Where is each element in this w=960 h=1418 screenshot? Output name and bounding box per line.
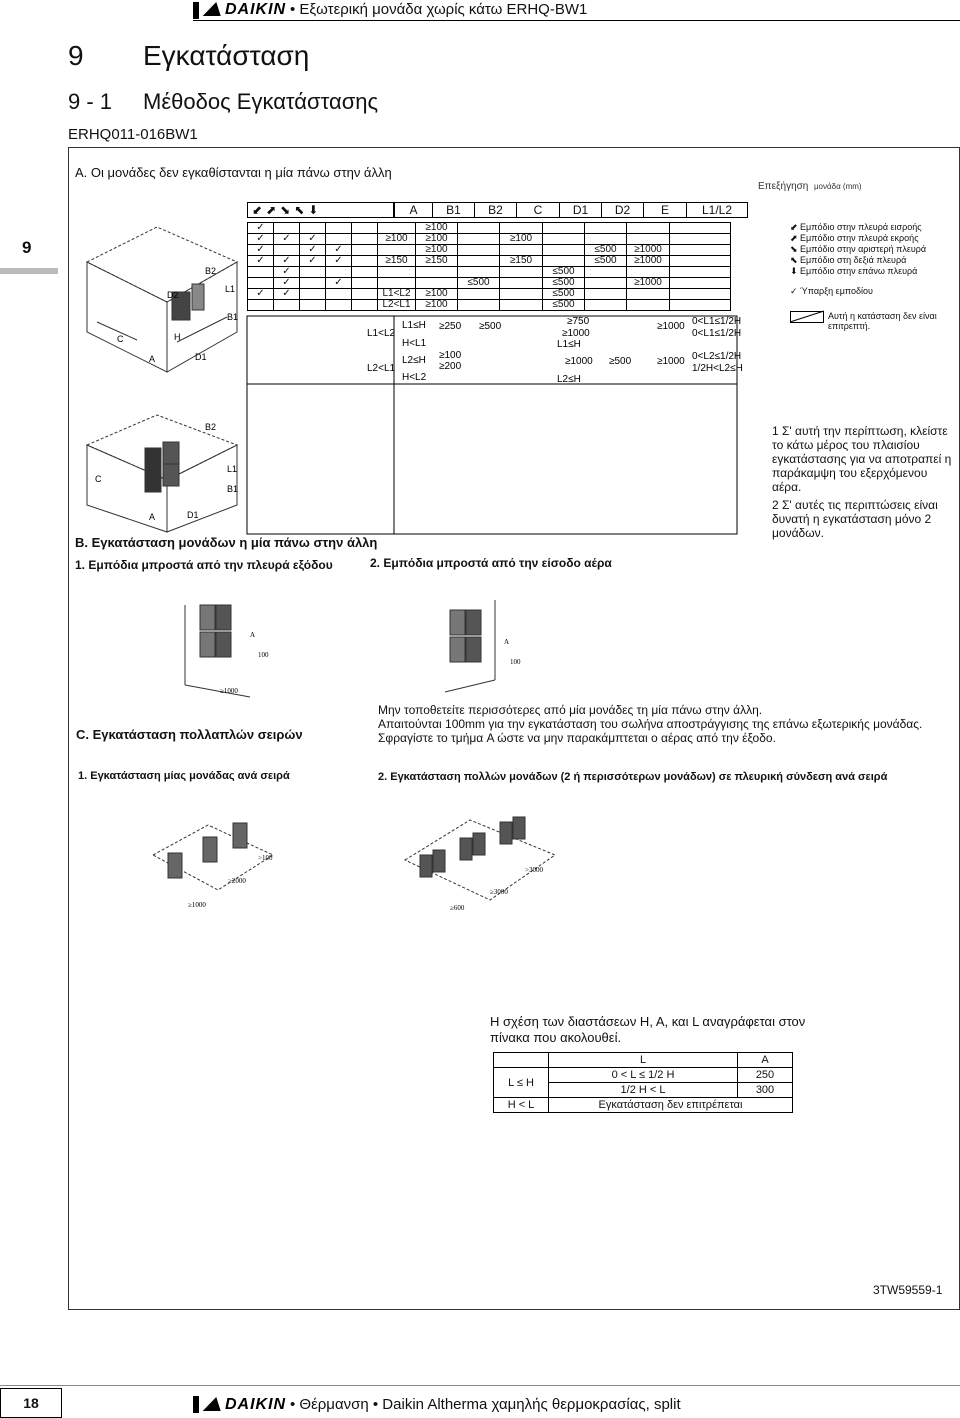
check-cell: ✓ xyxy=(274,234,300,245)
top-arrow-icon: ⬇ xyxy=(308,203,323,217)
grid-row xyxy=(248,234,731,245)
value-cell xyxy=(627,289,670,300)
part-b-note: Απαιτούνται 100mm για την εγκατάσταση του σωλήνα αποστράγγισης της επάνω εξωτερικής μονάδας. xyxy=(378,717,923,731)
dim-label: >100 xyxy=(258,854,273,862)
part-a-title: A. Οι μονάδες δεν εγκαθίστανται η μία πάνω στην άλλη xyxy=(75,165,392,180)
section-title: Εγκατάσταση xyxy=(143,40,310,71)
check-cell xyxy=(300,267,326,278)
value-cell xyxy=(543,245,585,256)
footer-rule xyxy=(0,1385,960,1386)
value-cell xyxy=(378,245,416,256)
part-c-sub1: 1. Εγκατάσταση μίας μονάδας ανά σειρά xyxy=(78,770,290,782)
svg-text:0<L1≤1/2H: 0<L1≤1/2H xyxy=(692,316,742,327)
footer-text-content: Θέρμανση • Daikin Altherma χαμηλής θερμοκρασίας, split xyxy=(299,1396,681,1413)
check-cell: ✓ xyxy=(326,278,352,289)
part-b-sub1: 1. Εμπόδια μπροστά από την πλευρά εξόδου xyxy=(75,558,333,572)
svg-text:B1: B1 xyxy=(227,484,239,494)
value-cell xyxy=(458,267,500,278)
value-cell xyxy=(500,289,543,300)
check-cell xyxy=(300,278,326,289)
check-cell: ✓ xyxy=(300,256,326,267)
svg-text:1/2H<L2≤H: 1/2H<L2≤H xyxy=(692,363,743,374)
legend-check: ✓ Ύπαρξη εμποδίου xyxy=(790,286,873,296)
value-cell xyxy=(416,278,458,289)
subsection-number: 9 - 1 xyxy=(68,89,113,114)
grid-row xyxy=(248,278,731,289)
col-header: B2 xyxy=(475,203,517,218)
value-cell xyxy=(670,256,731,267)
legend-not-allowed-text: Αυτή η κατάσταση δεν είναι επιτρεπτή. xyxy=(828,311,937,331)
check-cell: ✓ xyxy=(300,234,326,245)
col-header: B1 xyxy=(433,203,475,218)
value-cell xyxy=(585,278,627,289)
svg-text:D1: D1 xyxy=(187,510,199,520)
value-cell xyxy=(500,278,543,289)
part-b-title: B. Εγκατάσταση μονάδων η μία πάνω στην άλλη xyxy=(75,535,378,550)
hatch-icon xyxy=(790,311,824,323)
check-cell xyxy=(352,289,378,300)
legend-check-text: Ύπαρξη εμποδίου xyxy=(800,286,873,296)
legend-item-text: Εμπόδιο στην πλευρά εισροής xyxy=(800,222,922,232)
check-cell xyxy=(300,223,326,234)
check-cell xyxy=(300,289,326,300)
legend-item-text: Εμπόδιο στην πλευρά εκροής xyxy=(800,233,919,243)
section-tab-number: 9 xyxy=(22,238,32,257)
footer-text: • Θέρμανση • Daikin Altherma χαμηλής θερμοκρασίας, split xyxy=(290,1396,681,1413)
header-brand: DAIKIN xyxy=(225,1,287,18)
check-cell xyxy=(326,223,352,234)
diagram-double-unit xyxy=(77,410,247,535)
subsection-title: Μέθοδος Εγκατάστασης xyxy=(143,89,379,114)
value-cell xyxy=(543,223,585,234)
diagram-stacked-inlet xyxy=(440,600,540,695)
grid-header xyxy=(394,202,748,218)
check-cell: ✓ xyxy=(274,278,300,289)
left-arrow-icon: ⬊ xyxy=(280,203,295,217)
col-header: E xyxy=(644,203,687,218)
model-label: ERHQ011-016BW1 xyxy=(68,126,198,143)
svg-text:0<L2≤1/2H: 0<L2≤1/2H xyxy=(692,351,742,362)
value-cell: L1<L2 xyxy=(378,289,416,300)
value-cell: ≥150 xyxy=(416,256,458,267)
section-tab-bar xyxy=(0,268,58,274)
legend xyxy=(790,222,940,331)
grid-lower-svg xyxy=(247,316,743,536)
value-cell: ≥100 xyxy=(416,245,458,256)
svg-text:B2: B2 xyxy=(205,266,217,276)
check-cell: ✓ xyxy=(326,256,352,267)
value-cell xyxy=(627,234,670,245)
part-b-note: Μην τοποθετείτε περισσότερες από μία μονάδες τη μία πάνω στην άλλη. xyxy=(378,703,763,717)
inflow-arrow-icon: ⬋ xyxy=(252,203,267,217)
check-cell: ✓ xyxy=(248,245,274,256)
legend-item: ⬈ Εμπόδιο στην πλευρά εκροής xyxy=(790,233,919,243)
value-cell: ≤500 xyxy=(543,267,585,278)
check-cell xyxy=(326,234,352,245)
relation-text: Η σχέση των διαστάσεων H, A, και L αναγράφεται στον πίνακα που ακολουθεί. xyxy=(490,1014,806,1045)
svg-text:L2<L1: L2<L1 xyxy=(367,363,396,374)
check-cell xyxy=(352,300,378,311)
value-cell: ≥1000 xyxy=(627,245,670,256)
col-header: D2 xyxy=(602,203,644,218)
value-cell: ≥100 xyxy=(416,223,458,234)
dim-label: ≥1000 xyxy=(220,687,238,695)
part-b-sub2: 2. Εμπόδια μπροστά από την είσοδο αέρα xyxy=(370,556,612,570)
grid-row xyxy=(248,245,731,256)
header-bar xyxy=(193,2,199,19)
grid-row xyxy=(248,289,731,300)
legend-item: ⬇ Εμπόδιο στην επάνω πλευρά xyxy=(790,266,918,276)
svg-text:L2≤H: L2≤H xyxy=(402,355,426,366)
dim-table-cell: L xyxy=(549,1053,738,1068)
check-cell xyxy=(326,267,352,278)
dim-label: A xyxy=(250,631,256,639)
value-cell xyxy=(670,289,731,300)
svg-text:C: C xyxy=(117,334,124,344)
diagram-multirow-multi xyxy=(400,810,560,920)
daikin-triangle-icon xyxy=(203,2,226,16)
svg-text:D2: D2 xyxy=(167,290,179,300)
col-header: A xyxy=(395,203,433,218)
diagram-single-unit xyxy=(77,222,247,382)
svg-text:B1: B1 xyxy=(227,312,239,322)
svg-text:H<L1: H<L1 xyxy=(402,338,427,349)
value-cell xyxy=(670,278,731,289)
value-cell xyxy=(458,289,500,300)
right-arrow-icon: ⬉ xyxy=(294,203,309,217)
value-cell: ≥100 xyxy=(416,234,458,245)
value-cell xyxy=(500,267,543,278)
col-header: L1/L2 xyxy=(687,203,748,218)
legend-item-text: Εμπόδιο στην επάνω πλευρά xyxy=(800,266,918,276)
value-cell: ≤500 xyxy=(543,289,585,300)
check-cell xyxy=(326,300,352,311)
note-2: 2 Σ' αυτές τις περιπτώσεις είναι δυνατή η εγκατάσταση μόνο 2 μονάδων. xyxy=(772,498,938,540)
value-cell: ≤500 xyxy=(585,245,627,256)
check-cell xyxy=(326,289,352,300)
outflow-arrow-icon: ⬈ xyxy=(266,203,281,217)
svg-text:L1≤H: L1≤H xyxy=(402,320,426,331)
value-cell xyxy=(627,223,670,234)
svg-text:≥500: ≥500 xyxy=(609,356,632,367)
value-cell xyxy=(500,245,543,256)
svg-text:≥1000: ≥1000 xyxy=(657,356,685,367)
grid-row xyxy=(248,256,731,267)
footer-bar xyxy=(193,1396,199,1413)
value-cell xyxy=(585,289,627,300)
value-cell xyxy=(670,267,731,278)
value-cell xyxy=(585,267,627,278)
svg-text:0<L1≤1/2H: 0<L1≤1/2H xyxy=(692,328,742,339)
dim-label: ≥600 xyxy=(450,904,465,912)
check-cell xyxy=(248,300,274,311)
value-cell xyxy=(670,223,731,234)
value-cell xyxy=(627,300,670,311)
value-cell xyxy=(458,245,500,256)
value-cell: L2<L1 xyxy=(378,300,416,311)
legend-item: ⬋ Εμπόδιο στην πλευρά εισροής xyxy=(790,222,922,232)
check-cell xyxy=(352,223,378,234)
svg-text:B2: B2 xyxy=(205,422,217,432)
legend-item-text: Εμπόδιο στη δεξιά πλευρά xyxy=(800,255,907,265)
check-cell xyxy=(352,267,378,278)
header-title: • Εξωτερική μονάδα χωρίς κάτω ERHQ-BW1 xyxy=(290,1,588,18)
part-c-sub2: 2. Εγκατάσταση πολλών μονάδων (2 ή περισσότερων μονάδων) σε πλευρική σύνδεση ανά σειρά xyxy=(378,771,888,783)
svg-text:≥250: ≥250 xyxy=(439,321,462,332)
value-cell xyxy=(458,256,500,267)
legend-item: ⬉ Εμπόδιο στη δεξιά πλευρά xyxy=(790,255,907,265)
value-cell: ≥1000 xyxy=(627,256,670,267)
value-cell: ≤500 xyxy=(458,278,500,289)
check-cell xyxy=(248,267,274,278)
grid-row xyxy=(248,267,731,278)
value-cell: ≥100 xyxy=(378,234,416,245)
value-cell xyxy=(378,278,416,289)
legend-not-allowed xyxy=(790,311,940,331)
value-cell xyxy=(670,300,731,311)
check-cell xyxy=(274,300,300,311)
value-cell: ≥1000 xyxy=(627,278,670,289)
check-cell xyxy=(274,223,300,234)
dim-table-cell: 300 xyxy=(738,1083,793,1098)
value-cell: ≤500 xyxy=(585,256,627,267)
dim-table-cell: 1/2 H < L xyxy=(549,1083,738,1098)
dim-table-cell xyxy=(494,1053,549,1068)
value-cell: ≥150 xyxy=(378,256,416,267)
svg-text:≥500: ≥500 xyxy=(479,321,502,332)
svg-text:L1: L1 xyxy=(225,284,236,294)
dim-table-cell: 250 xyxy=(738,1068,793,1083)
value-cell: ≥100 xyxy=(500,234,543,245)
check-cell: ✓ xyxy=(326,245,352,256)
value-cell xyxy=(543,234,585,245)
svg-text:H<L2: H<L2 xyxy=(402,372,427,383)
value-cell xyxy=(378,267,416,278)
svg-text:L1<L2: L1<L2 xyxy=(367,328,396,339)
dim-label: ≥3000 xyxy=(490,888,508,896)
header-rule xyxy=(193,20,960,21)
explanation xyxy=(758,181,862,192)
value-cell xyxy=(458,223,500,234)
dimension-table xyxy=(493,1052,793,1113)
dim-label: A xyxy=(504,638,510,646)
dim-label: >3000 xyxy=(525,866,543,874)
unit-label: μονάδα (mm) xyxy=(813,182,862,191)
value-cell xyxy=(670,245,731,256)
grid-row xyxy=(248,300,731,311)
dim-table-cell: Εγκατάσταση δεν επιτρέπεται xyxy=(549,1098,793,1113)
svg-text:≥1000: ≥1000 xyxy=(562,328,590,339)
value-cell xyxy=(585,234,627,245)
check-cell xyxy=(300,300,326,311)
svg-text:≥1000: ≥1000 xyxy=(657,321,685,332)
check-cell: ✓ xyxy=(248,256,274,267)
footer-brand: DAIKIN xyxy=(225,1396,287,1413)
dim-table-cell: 0 < L ≤ 1/2 H xyxy=(549,1068,738,1083)
col-header: D1 xyxy=(560,203,602,218)
value-cell: ≤500 xyxy=(543,278,585,289)
value-cell: ≥100 xyxy=(416,289,458,300)
page-number: 18 xyxy=(0,1388,62,1418)
check-cell xyxy=(352,256,378,267)
dim-label: 100 xyxy=(510,658,521,666)
legend-item-text: Εμπόδιο στην αριστερή πλευρά xyxy=(800,244,927,254)
svg-text:L2≤H: L2≤H xyxy=(557,374,581,385)
check-cell: ✓ xyxy=(274,256,300,267)
dim-label: ≥2000 xyxy=(228,877,246,885)
part-b-note: Σφραγίστε το τμήμα A ώστε να μην παρακάμπτεται ο αέρας από την έξοδο. xyxy=(378,731,776,745)
svg-text:A: A xyxy=(149,512,156,522)
check-cell: ✓ xyxy=(248,223,274,234)
svg-text:D1: D1 xyxy=(195,352,207,362)
daikin-triangle-icon xyxy=(203,1397,226,1411)
value-cell xyxy=(416,267,458,278)
value-cell: ≤500 xyxy=(543,300,585,311)
value-cell xyxy=(500,300,543,311)
svg-text:≥1000: ≥1000 xyxy=(565,356,593,367)
check-cell: ✓ xyxy=(300,245,326,256)
value-cell xyxy=(543,256,585,267)
value-cell: ≥100 xyxy=(416,300,458,311)
check-cell xyxy=(274,245,300,256)
check-cell xyxy=(352,278,378,289)
value-cell xyxy=(585,300,627,311)
value-cell xyxy=(458,234,500,245)
value-cell xyxy=(500,223,543,234)
svg-text:H: H xyxy=(174,332,181,342)
value-cell xyxy=(627,267,670,278)
note-1: 1 Σ' αυτή την περίπτωση, κλείστε το κάτω μέρος του πλαισίου εγκατάστασης για να αποτραπεί η παράκαμψη του εξερχόμενου αέρα. xyxy=(772,424,952,494)
check-cell: ✓ xyxy=(248,234,274,245)
svg-text:L1≤H: L1≤H xyxy=(557,339,581,350)
check-cell xyxy=(352,245,378,256)
value-cell xyxy=(378,223,416,234)
section-tab xyxy=(0,230,58,270)
grid-upper xyxy=(247,222,731,311)
arrow-header xyxy=(247,202,394,218)
dim-table-cell: L ≤ H xyxy=(494,1068,549,1098)
check-cell xyxy=(352,234,378,245)
svg-text:≥750: ≥750 xyxy=(567,316,590,327)
daikin-logo xyxy=(205,1,286,19)
explanation-label: Επεξήγηση xyxy=(758,181,809,192)
value-cell xyxy=(585,223,627,234)
doc-code: 3TW59559-1 xyxy=(873,1283,943,1297)
part-c-title: C. Εγκατάσταση πολλαπλών σειρών xyxy=(76,727,303,742)
dim-table-cell: A xyxy=(738,1053,793,1068)
section-number: 9 xyxy=(68,40,84,71)
svg-text:≥100: ≥100 xyxy=(439,350,462,361)
part-b-notes xyxy=(378,703,938,745)
footer-daikin-logo xyxy=(205,1396,286,1414)
check-cell xyxy=(248,278,274,289)
check-cell: ✓ xyxy=(274,289,300,300)
header-title-text: Εξωτερική μονάδα χωρίς κάτω ERHQ-BW1 xyxy=(299,1,588,18)
value-cell xyxy=(670,234,731,245)
svg-text:L1: L1 xyxy=(227,464,238,474)
svg-text:A: A xyxy=(149,354,156,364)
svg-text:≥200: ≥200 xyxy=(439,361,462,372)
col-header: C xyxy=(517,203,560,218)
diagram-stacked-outlet xyxy=(180,605,280,700)
svg-text:C: C xyxy=(95,474,102,484)
value-cell xyxy=(458,300,500,311)
legend-item: ⬊ Εμπόδιο στην αριστερή πλευρά xyxy=(790,244,927,254)
dim-table-cell: H < L xyxy=(494,1098,549,1113)
value-cell: ≥150 xyxy=(500,256,543,267)
dim-label: ≥1000 xyxy=(188,901,206,909)
check-cell: ✓ xyxy=(274,267,300,278)
dim-label: 100 xyxy=(258,651,269,659)
grid-row xyxy=(248,223,731,234)
diagram-multirow-single xyxy=(148,815,278,915)
check-cell: ✓ xyxy=(248,289,274,300)
